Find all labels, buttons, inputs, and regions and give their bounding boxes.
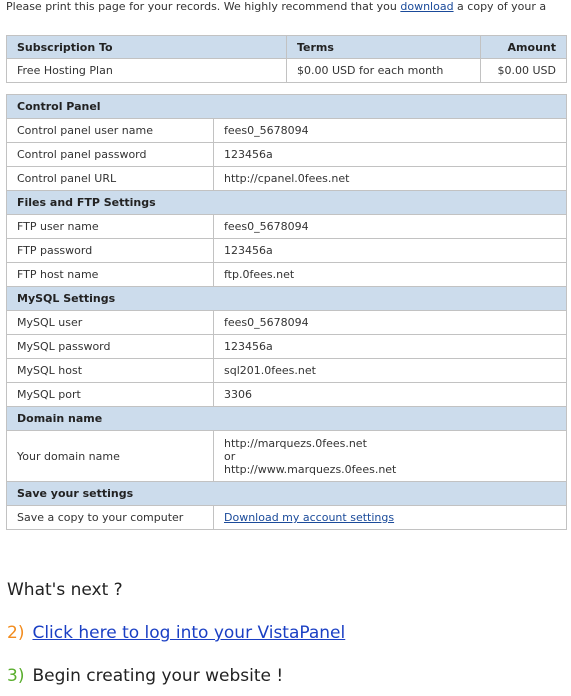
intro-text — [6, 0, 546, 14]
terms-header: Terms — [287, 36, 481, 59]
table-row — [7, 143, 567, 167]
row-label: MySQL host — [7, 359, 214, 383]
row-value — [214, 506, 567, 530]
plan-cell: Free Hosting Plan — [7, 59, 287, 83]
whats-next-heading: What's next ? — [7, 580, 123, 600]
row-value: 123456a — [214, 335, 567, 359]
row-label: Save a copy to your computer — [7, 506, 214, 530]
table-row — [7, 167, 567, 191]
domain-or-text: or — [224, 449, 236, 463]
row-value: fees0_5678094 — [214, 215, 567, 239]
row-label: MySQL port — [7, 383, 214, 407]
domain-url: http://marquezs.0fees.net — [224, 436, 367, 450]
row-value: 123456a — [214, 239, 567, 263]
table-row — [7, 311, 567, 335]
amount-header: Amount — [481, 36, 567, 59]
domain-value-cell — [214, 431, 567, 482]
table-row — [7, 263, 567, 287]
row-label: Your domain name — [7, 431, 214, 482]
intro-text-after: a copy of your a — [453, 0, 547, 13]
row-label: Control panel user name — [7, 119, 214, 143]
row-value: ftp.0fees.net — [214, 263, 567, 287]
row-value: fees0_5678094 — [214, 311, 567, 335]
control-panel-section-header: Control Panel — [7, 95, 567, 119]
download-link[interactable]: download — [400, 0, 454, 13]
subscription-row — [7, 59, 567, 83]
row-value: http://cpanel.0fees.net — [214, 167, 567, 191]
step-login — [7, 623, 345, 643]
table-row — [7, 359, 567, 383]
vistapanel-login-link[interactable]: Click here to log into your VistaPanel — [32, 623, 346, 643]
ftp-section-header: Files and FTP Settings — [7, 191, 567, 215]
subscription-table — [6, 35, 567, 83]
download-settings-link[interactable]: Download my account settings — [224, 511, 395, 524]
domain-section-header: Domain name — [7, 407, 567, 431]
step-number: 2) — [7, 623, 25, 643]
row-label: MySQL user — [7, 311, 214, 335]
intro-text-before: Please print this page for your records. We highly recommend that you — [6, 0, 401, 13]
table-row — [7, 383, 567, 407]
table-row — [7, 431, 567, 482]
step-text: Begin creating your website ! — [32, 666, 284, 686]
row-label: Control panel password — [7, 143, 214, 167]
row-value: 123456a — [214, 143, 567, 167]
row-label: Control panel URL — [7, 167, 214, 191]
terms-cell: $0.00 USD for each month — [287, 59, 481, 83]
row-value: 3306 — [214, 383, 567, 407]
step-create-website — [7, 666, 283, 686]
step-number: 3) — [7, 666, 25, 686]
table-row — [7, 215, 567, 239]
subscription-header: Subscription To — [7, 36, 287, 59]
mysql-section-header: MySQL Settings — [7, 287, 567, 311]
account-settings-table — [6, 94, 567, 530]
row-label: FTP password — [7, 239, 214, 263]
amount-cell: $0.00 USD — [481, 59, 567, 83]
domain-www-url: http://www.marquezs.0fees.net — [224, 462, 397, 476]
table-row — [7, 119, 567, 143]
table-row — [7, 506, 567, 530]
row-label: FTP host name — [7, 263, 214, 287]
save-section-header: Save your settings — [7, 482, 567, 506]
row-value: sql201.0fees.net — [214, 359, 567, 383]
row-label: FTP user name — [7, 215, 214, 239]
row-value: fees0_5678094 — [214, 119, 567, 143]
row-label: MySQL password — [7, 335, 214, 359]
table-row — [7, 239, 567, 263]
table-row — [7, 335, 567, 359]
